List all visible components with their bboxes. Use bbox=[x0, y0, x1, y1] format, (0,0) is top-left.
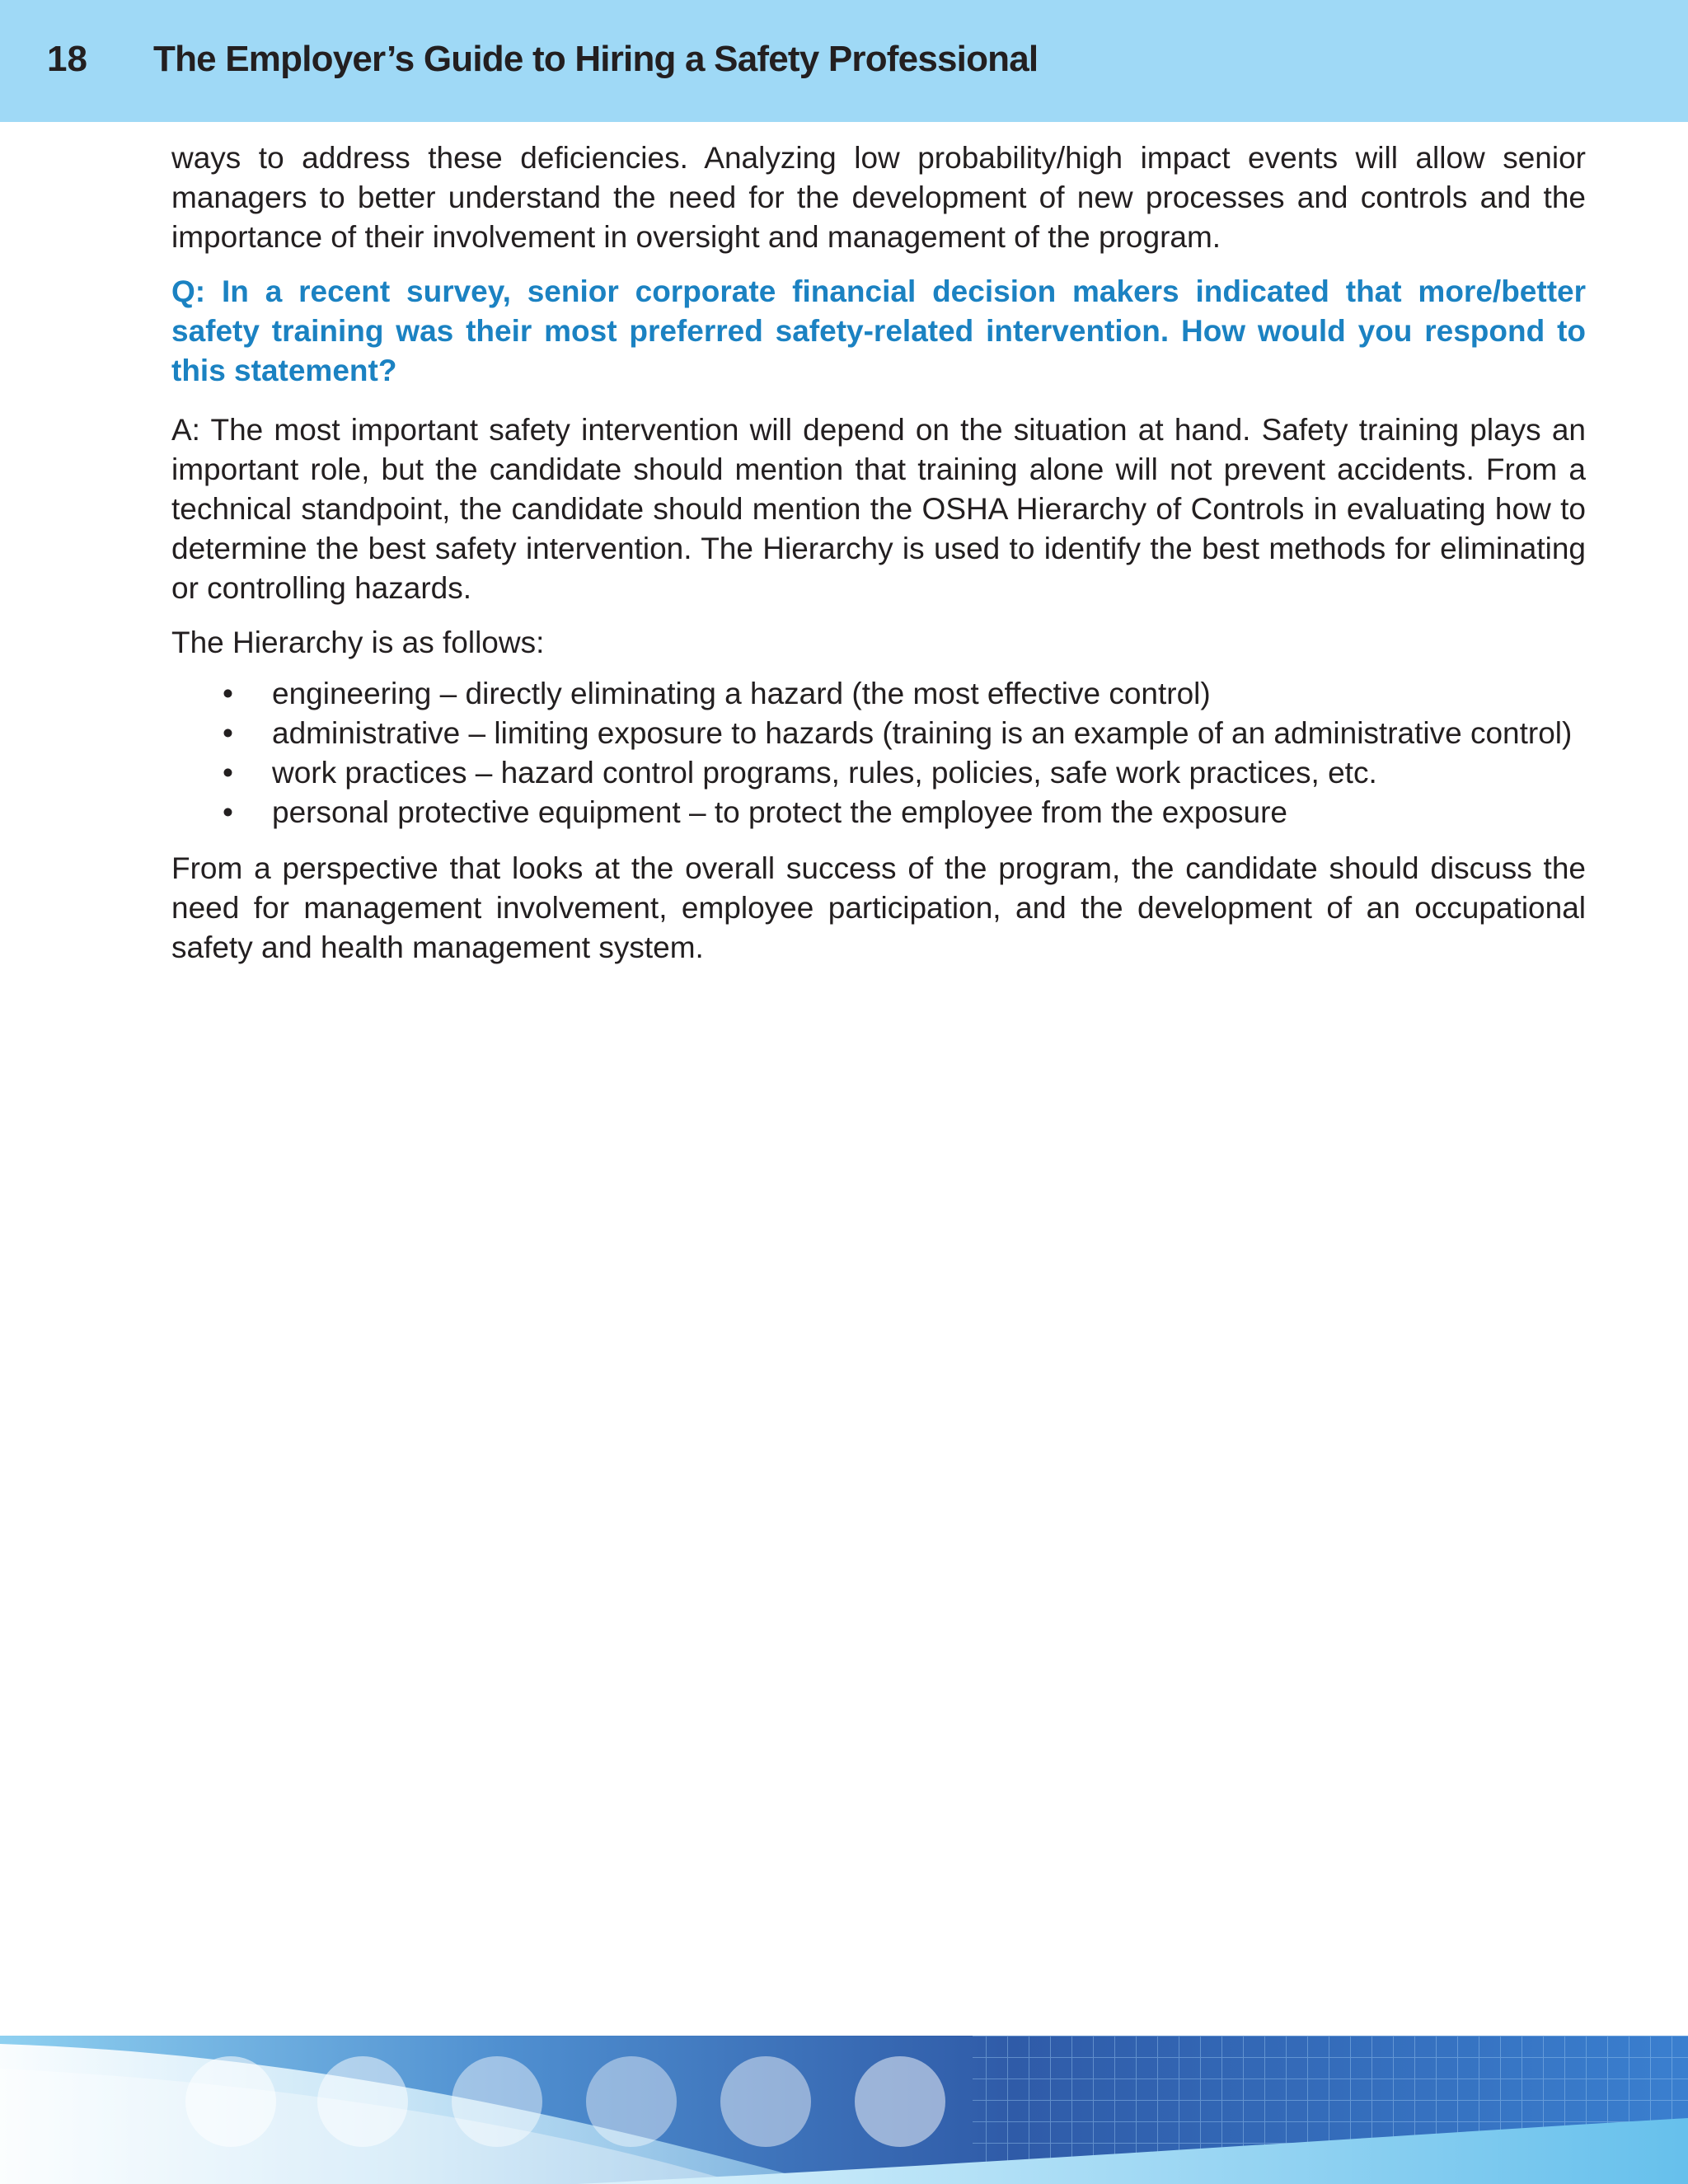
question-paragraph: Q: In a recent survey, senior corporate financial decision makers indicated that more/better safety training was their most preferred safety-related intervention. How would you respond to this statement? bbox=[171, 274, 1586, 387]
bullet-icon: • bbox=[223, 716, 233, 750]
footer-decoration bbox=[0, 2036, 1688, 2184]
bullet-icon: • bbox=[223, 795, 233, 829]
decorative-circle bbox=[185, 2056, 276, 2147]
list-item-text: work practices – hazard control programs, rules, policies, safe work practices, etc. bbox=[272, 756, 1377, 790]
bullet-icon: • bbox=[223, 677, 233, 710]
page-content bbox=[171, 138, 1586, 982]
decorative-circle bbox=[586, 2056, 677, 2147]
header-band bbox=[0, 0, 1688, 122]
hierarchy-list bbox=[171, 674, 1586, 832]
header-title: The Employer’s Guide to Hiring a Safety Professional bbox=[153, 39, 1039, 79]
decorative-circle bbox=[452, 2056, 542, 2147]
list-item-text: engineering – directly eliminating a hazard (the most effective control) bbox=[272, 677, 1211, 710]
list-item bbox=[171, 674, 1586, 714]
page-number: 18 bbox=[47, 39, 87, 79]
answer-paragraph: A: The most important safety intervention will depend on the situation at hand. Safety training plays an important role, but the candidate should mention that training alone will not prevent accidents. From a technical standpoint, the candidate should mention the OSHA Hierarchy of Controls in evaluating how to determine the best safety intervention. The Hierarchy is used to identify the best methods for eliminating or controlling hazards. bbox=[171, 413, 1586, 605]
intro-paragraph: ways to address these deficiencies. Analyzing low probability/high impact events will allow senior managers to better understand the need for the development of new processes and controls and the importance of their involvement in oversight and management of the program. bbox=[171, 141, 1586, 254]
decorative-circle bbox=[317, 2056, 408, 2147]
list-item bbox=[171, 714, 1586, 753]
closing-paragraph: From a perspective that looks at the overall success of the program, the candidate should discuss the need for management involvement, employee participation, and the development of an occupational safety and health management system. bbox=[171, 851, 1586, 964]
list-item bbox=[171, 793, 1586, 832]
bullet-icon: • bbox=[223, 756, 233, 790]
list-item-text: administrative – limiting exposure to hazards (training is an example of an administrative control) bbox=[272, 716, 1573, 750]
decorative-circle bbox=[855, 2056, 945, 2147]
list-item bbox=[171, 753, 1586, 793]
hierarchy-intro: The Hierarchy is as follows: bbox=[171, 626, 545, 659]
list-item-text: personal protective equipment – to protect the employee from the exposure bbox=[272, 795, 1287, 829]
decorative-circle bbox=[720, 2056, 811, 2147]
